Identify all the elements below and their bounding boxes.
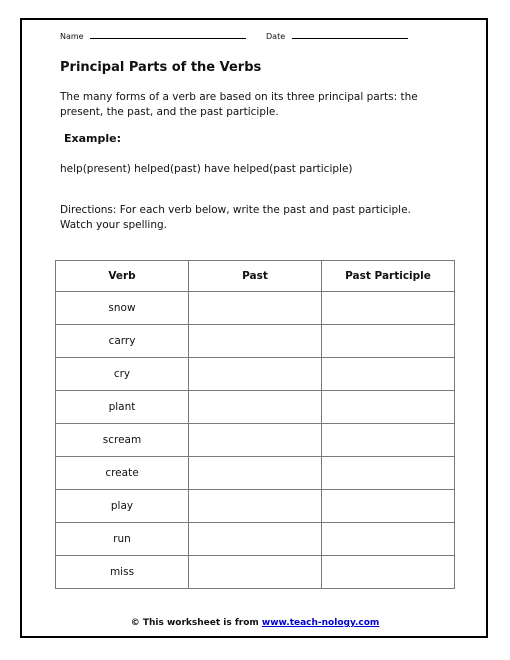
table-row [56,358,455,391]
verb-table [55,260,455,589]
verb-cell: play [56,490,189,523]
verb-cell: create [56,457,189,490]
intro-paragraph: The many forms of a verb are based on its three principal parts: the present, the past, and the past participle. [60,91,418,118]
verb-cell: miss [56,556,189,589]
past-answer-cell[interactable] [189,556,322,589]
date-blank-line[interactable] [292,30,408,39]
footer-text: © This worksheet is from [130,618,259,628]
verb-cell: scream [56,424,189,457]
past-answer-cell[interactable] [189,391,322,424]
column-header-past-participle: Past Participle [322,261,455,292]
past-participle-answer-cell[interactable] [322,424,455,457]
verb-cell: snow [56,292,189,325]
table-row [56,523,455,556]
date-field [266,30,408,41]
date-label: Date [266,32,286,41]
worksheet-title: Principal Parts of the Verbs [60,60,262,75]
name-label: Name [60,32,84,41]
past-answer-cell[interactable] [189,325,322,358]
past-participle-answer-cell[interactable] [322,490,455,523]
example-label: Example: [64,132,121,145]
verb-cell: cry [56,358,189,391]
table-header-row [56,261,455,292]
table-row [56,490,455,523]
footer [0,618,510,628]
verb-cell: run [56,523,189,556]
past-participle-answer-cell[interactable] [322,292,455,325]
name-blank-line[interactable] [90,30,246,39]
verb-cell: plant [56,391,189,424]
past-participle-answer-cell[interactable] [322,358,455,391]
past-answer-cell[interactable] [189,490,322,523]
footer-link[interactable]: www.teach-nology.com [261,618,380,628]
past-participle-answer-cell[interactable] [322,391,455,424]
past-answer-cell[interactable] [189,358,322,391]
column-header-verb: Verb [56,261,189,292]
past-participle-answer-cell[interactable] [322,523,455,556]
table-row [56,424,455,457]
verb-cell: carry [56,325,189,358]
table-row [56,457,455,490]
past-answer-cell[interactable] [189,523,322,556]
table-row [56,292,455,325]
past-participle-answer-cell[interactable] [322,556,455,589]
past-participle-answer-cell[interactable] [322,325,455,358]
table-row [56,556,455,589]
past-answer-cell[interactable] [189,457,322,490]
table-row [56,325,455,358]
directions-paragraph: Directions: For each verb below, write the past and past participle. Watch your spelling. [60,204,411,231]
name-field [60,30,246,41]
past-participle-answer-cell[interactable] [322,457,455,490]
column-header-past: Past [189,261,322,292]
example-text: help(present) helped(past) have helped(past participle) [60,163,353,175]
table-row [56,391,455,424]
past-answer-cell[interactable] [189,424,322,457]
past-answer-cell[interactable] [189,292,322,325]
